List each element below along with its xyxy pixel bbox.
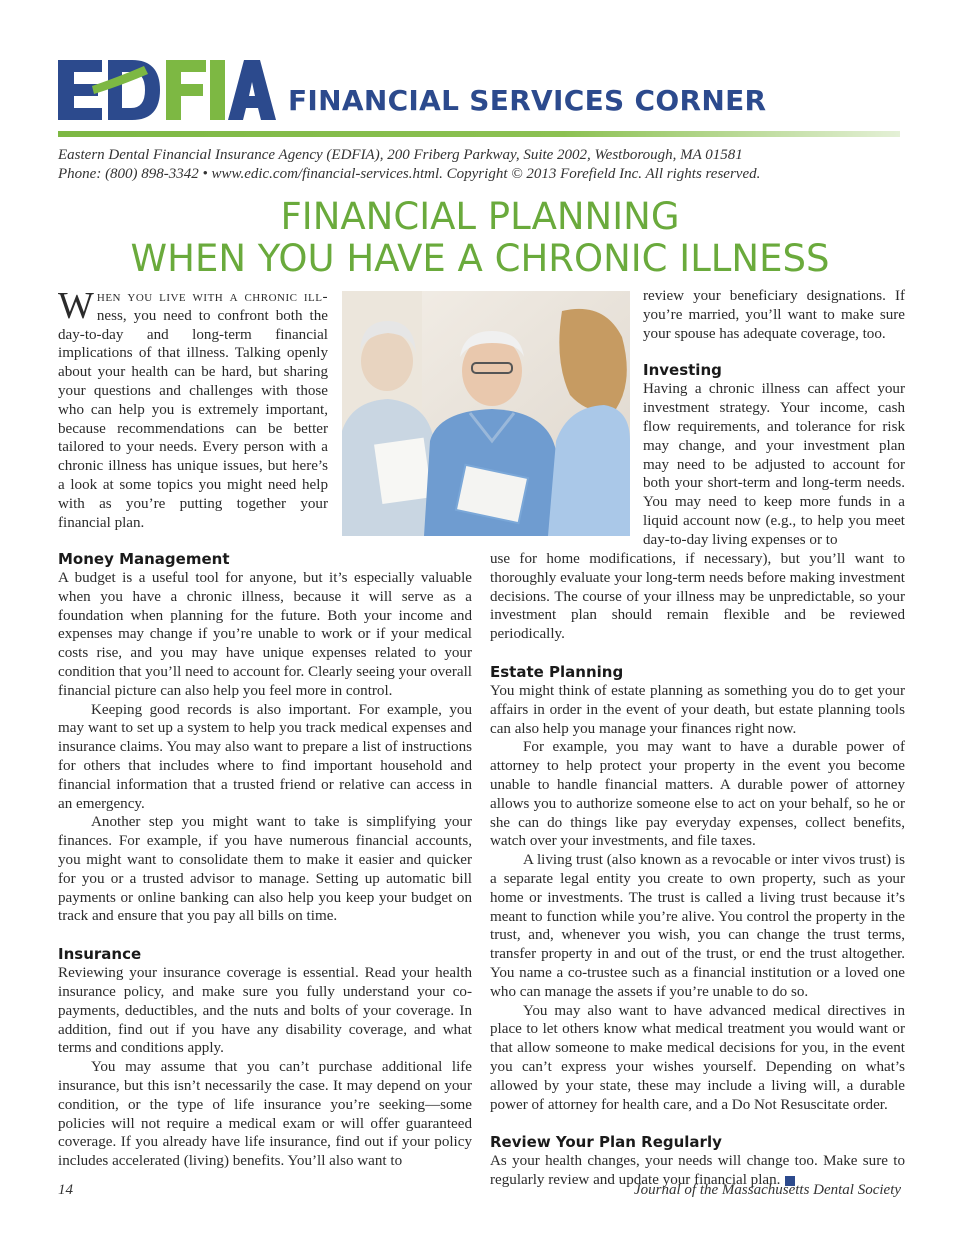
column-left <box>58 550 472 1171</box>
investing-heading: Investing <box>643 361 722 380</box>
review-heading: Review Your Plan Regularly <box>490 1133 722 1152</box>
article-photo <box>342 291 630 536</box>
review-p1: As your health changes, your needs will change too. Make sure to regularly review and update your financial plan. <box>490 1153 905 1189</box>
estate-heading: Estate Planning <box>490 662 624 681</box>
edfia-logo <box>58 56 276 126</box>
intro-lead-in: hen you live with a chronic ill- <box>96 289 328 305</box>
money-p3: Another step you might want to take is simplifying your finances. For example, if you have numerous financial accounts, you might want to consolidate them to make it easier and quicker for you or a trusted advisor to manage. Setting up automatic bill payments or online banking can also help you keep your budget on track and ensure that you pay all bills on time. <box>58 814 472 925</box>
agency-info <box>58 146 918 184</box>
agency-address: Eastern Dental Financial Insurance Agency (EDFIA), 200 Friberg Parkway, Suite 2002, Westborough, MA 01581 <box>58 147 743 163</box>
insurance-heading: Insurance <box>58 945 142 964</box>
estate-p2: For example, you may want to have a durable power of attorney to help protect your property in the event you become unable to handle financial matters. A durable power of attorney allows you to authorize someone else to act on your behalf, so he or she can do things like pay everyday expenses, collect benefits, watch over your investments, and file taxes. <box>490 739 905 850</box>
corner-title: FINANCIAL SERVICES CORNER <box>288 84 767 117</box>
investing-p1a: Having a chronic illness can affect your investment strategy. Your income, cash flow requirements, and tolerance for risk may change, and your investment plan may need to be adjusted to account for both your short-term and long-term needs. You may need to keep more funds in a liquid account now (e.g., to help you meet day-to-day living expenses or to <box>643 381 905 548</box>
page-number: 14 <box>58 1182 73 1198</box>
edfia-logo-icon <box>58 56 276 126</box>
insurance-continued: review your beneficiary designations. If you’re married, you’ll want to make sure your spouse has adequate coverage, too. <box>643 288 905 342</box>
estate-p3: A living trust (also known as a revocable or inter vivos trust) is a separate legal entity you create to own property, such as your home or investments. The trust is called a living trust because it’s meant to function while you’re alive. You control the property in the trust, and, whenever you wish, you can change the trust terms, transfer property in and out of the trust, or end the trust altogether. You name a co-trustee such as a financial institution or a loved one who can manage the assets if you’re unable to do so. <box>490 852 905 1000</box>
agency-contact: Phone: (800) 898-3342 • www.edic.com/financial-services.html. Copyright © 2013 Forefield Inc. All rights reserved. <box>58 166 761 182</box>
intro-body: ness, you need to confront both the day-to-day and long-term financial implications of that illness. Talking openly about your health can be hard, but sharing your questions and challenges with those who can help you is extremely important, because recommendations can be better tailored to your needs. Every person with a chronic illness has unique issues, but here’s a look at some topics you might need help with as you’re putting together your financial plan. <box>58 307 328 531</box>
journal-name: Journal of the Massachusetts Dental Society <box>634 1182 902 1198</box>
headline-line-1: FINANCIAL PLANNING <box>280 195 680 238</box>
intro-paragraph <box>58 285 328 532</box>
photo-people-icon <box>342 291 630 536</box>
insurance-p1: Reviewing your insurance coverage is essential. Read your health insurance policy, and make sure you fully understand your co-payments, deductibles, and the nuts and bolts of your coverage. In addition, find out if you have any disability coverage, and what terms and conditions apply. <box>58 965 472 1057</box>
estate-p1: You might think of estate planning as something you do to get your affairs in order in the event of your death, but estate planning tools can also help you manage your finances right now. <box>490 682 905 737</box>
header-rule <box>58 131 900 137</box>
money-p2: Keeping good records is also important. For example, you may want to set up a system to help you track medical expenses and insurance claims. You may also want to prepare a list of instructions for others that includes where to find important household and financial information that a trusted friend or relative can access in an emergency. <box>58 701 472 812</box>
headline-line-2: WHEN YOU HAVE A CHRONIC ILLNESS <box>130 237 830 280</box>
money-p1: A budget is a useful tool for anyone, but it’s especially valuable when you have a chronic illness, because it will serve as a foundation when planning for the future. Both your income and expenses may change if you’re unable to work or if your medical costs rise, and you may have unique expenses related to your condition that you’ll need to account for. Clearly seeing your overall financial picture can also help you feel more in control. <box>58 570 472 699</box>
column-right-top <box>643 287 905 550</box>
article-headline <box>0 196 960 280</box>
money-heading: Money Management <box>58 550 230 568</box>
insurance-p2: You may assume that you can’t purchase additional life insurance, but this isn’t necessarily the case. It may depend on your condition, or the type of life insurance you’re seeking—some policies will not require a medical exam or will offer guaranteed coverage. If you already have life insurance, find out if your policy includes accelerated (living) benefits. You’ll also want to <box>58 1059 472 1170</box>
estate-p4: You may also want to have advanced medical directives in place to let others know what medical treatment you would want or that allow someone to make medical decisions for you, in the event you can’t express your wishes yourself. Depending on what’s allowed by your state, these may include a living will, a durable power of attorney for health care, and a Do Not Resuscitate order. <box>490 1002 905 1113</box>
drop-cap: W <box>58 285 94 327</box>
column-right <box>490 550 905 1190</box>
investing-p1b: use for home modifications, if necessary), but you’ll want to thoroughly evaluate your long-term needs before making investment decisions. The course of your illness may be unpredictable, so your investment plan should remain flexible and be reviewed periodically. <box>490 551 905 643</box>
